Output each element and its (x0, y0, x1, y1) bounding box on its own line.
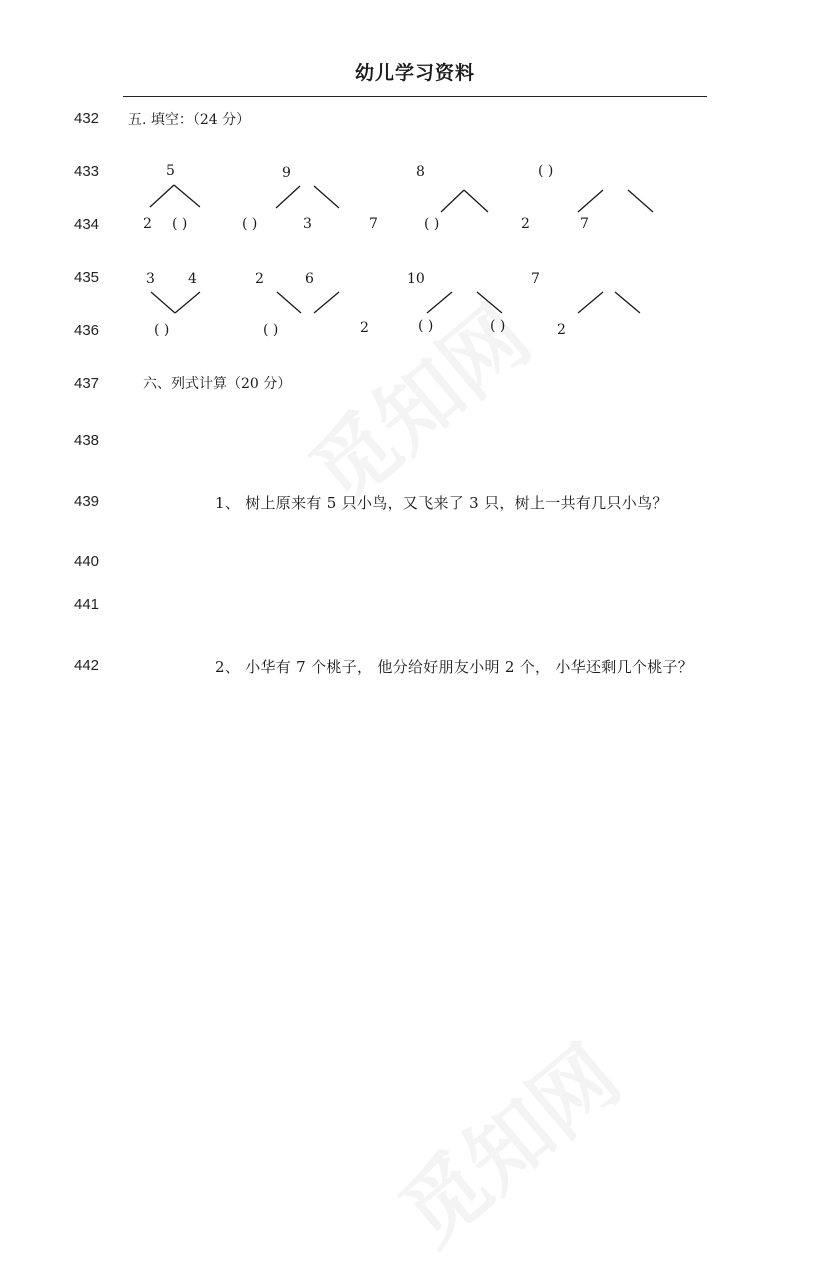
bond-right: 2 (557, 322, 566, 338)
line-number: 439 (74, 493, 100, 510)
bond-left: ( ) (424, 216, 440, 232)
word-problem-2: 2、 小华有 7 个桃子， 他分给好朋友小明 2 个， 小华还剩几个桃子？ (215, 658, 694, 676)
bond-right: ( ) (172, 216, 188, 232)
line-number: 437 (74, 375, 100, 392)
bond-left: 2 (143, 216, 152, 232)
bond-line (441, 190, 464, 212)
word-problem-1: 1、 树上原来有 5 只小鸟，又飞来了 3 只，树上一共有几只小鸟？ (215, 494, 668, 512)
bond-top: 5 (166, 163, 175, 179)
bond-right: 4 (188, 271, 197, 287)
bond-top: 8 (416, 164, 425, 180)
bond-bottom: ( ) (263, 322, 279, 338)
line-number: 434 (74, 216, 100, 233)
line-number: 442 (74, 657, 100, 674)
section5-heading: 五. 填空：（24 分） (128, 112, 251, 128)
bond-right: 7 (369, 216, 378, 232)
bond-left: ( ) (490, 318, 506, 334)
bond-left: 3 (146, 271, 155, 287)
bond-line (615, 292, 640, 313)
section6-heading: 六、列式计算（20 分） (143, 376, 292, 392)
line-number: 435 (74, 269, 100, 286)
bond-line (276, 186, 300, 208)
bond-left: ( ) (242, 216, 258, 232)
bond-bottom: ( ) (154, 322, 170, 338)
bond-line (578, 190, 603, 212)
line-number: 440 (74, 553, 100, 570)
bond-line (150, 185, 174, 207)
bond-top: 9 (282, 165, 291, 181)
bond-line (628, 190, 653, 212)
line-number: 432 (74, 110, 100, 127)
bond-line (151, 292, 175, 313)
bond-line (175, 292, 200, 313)
bond-top: 7 (531, 271, 540, 287)
bond-top: 10 (407, 271, 425, 287)
line-number: 433 (74, 163, 100, 180)
bond-line (314, 292, 339, 313)
bond-right: ( ) (418, 318, 434, 334)
bond-line (477, 292, 502, 313)
bond-line (578, 292, 603, 313)
bond-line (427, 292, 452, 313)
bond-left: 2 (360, 320, 369, 336)
bond-left: 2 (521, 216, 530, 232)
page-title: 幼儿学习资料 (354, 62, 475, 84)
line-number: 438 (74, 432, 100, 449)
line-number: 436 (74, 322, 100, 339)
bond-right: 6 (305, 271, 314, 287)
bond-right: 7 (580, 216, 589, 232)
bond-line (314, 186, 339, 208)
bond-line (174, 185, 200, 207)
bond-line (464, 190, 488, 212)
bond-right: 3 (303, 216, 312, 232)
bond-line (277, 292, 301, 313)
bond-top: ( ) (538, 163, 554, 179)
line-number: 441 (74, 596, 100, 613)
bond-left: 2 (255, 271, 264, 287)
